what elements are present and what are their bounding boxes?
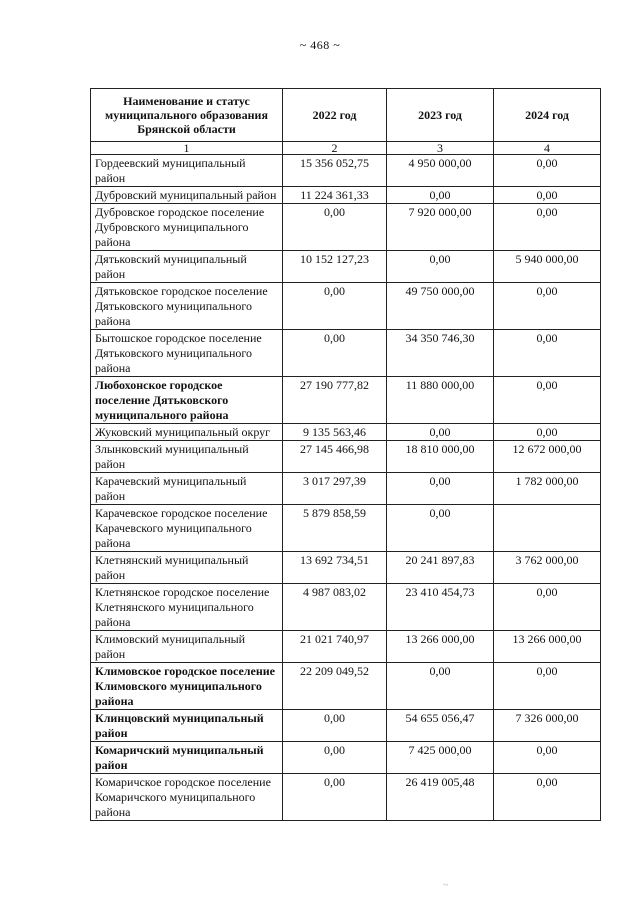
table-row: [91, 187, 601, 204]
value-2023: 7 920 000,00: [387, 204, 494, 251]
value-2024: 0,00: [494, 424, 601, 441]
table-row: [91, 505, 601, 552]
value-2023: 49 750 000,00: [387, 283, 494, 330]
subsidy-table: [90, 88, 601, 821]
value-2024: 1 782 000,00: [494, 473, 601, 505]
table-row: [91, 330, 601, 377]
municipality-name: Климовский муниципальный район: [91, 631, 283, 663]
footer-mark: ~: [443, 880, 449, 891]
value-2022: 15 356 052,75: [283, 155, 387, 187]
value-2022: 10 152 127,23: [283, 251, 387, 283]
value-2023: 26 419 005,48: [387, 774, 494, 821]
municipality-name: Карачевское городское поселение Карачевского муниципального района: [91, 505, 283, 552]
table-row: [91, 473, 601, 505]
value-2024: 0,00: [494, 155, 601, 187]
table-row: [91, 283, 601, 330]
municipality-name: Дубровский муниципальный район: [91, 187, 283, 204]
table-row: [91, 424, 601, 441]
value-2023: 4 950 000,00: [387, 155, 494, 187]
value-2024: 0,00: [494, 742, 601, 774]
value-2022: 21 021 740,97: [283, 631, 387, 663]
table-row: [91, 155, 601, 187]
municipality-name: Злынковский муниципальный район: [91, 441, 283, 473]
municipality-name: Дубровское городское поселение Дубровского муниципального района: [91, 204, 283, 251]
value-2022: 11 224 361,33: [283, 187, 387, 204]
value-2024: 5 940 000,00: [494, 251, 601, 283]
table-row: [91, 377, 601, 424]
table-row: [91, 663, 601, 710]
municipality-name: Клетнянское городское поселение Клетнянского муниципального района: [91, 584, 283, 631]
header-2022: 2022 год: [283, 89, 387, 142]
value-2022: 27 145 466,98: [283, 441, 387, 473]
page-number: ~ 468 ~: [299, 38, 341, 52]
value-2024: 0,00: [494, 283, 601, 330]
value-2022: 4 987 083,02: [283, 584, 387, 631]
value-2024: [494, 505, 601, 552]
header-2023: 2023 год: [387, 89, 494, 142]
column-number: 3: [387, 142, 494, 155]
table-row: [91, 441, 601, 473]
value-2024: 0,00: [494, 204, 601, 251]
table-row: [91, 251, 601, 283]
value-2022: 0,00: [283, 742, 387, 774]
table-row: [91, 584, 601, 631]
municipality-name: Дятьковский муниципальный район: [91, 251, 283, 283]
municipality-name: Бытошское городское поселение Дятьковского муниципального района: [91, 330, 283, 377]
value-2024: 0,00: [494, 330, 601, 377]
value-2023: 0,00: [387, 251, 494, 283]
value-2022: 5 879 858,59: [283, 505, 387, 552]
column-number: 2: [283, 142, 387, 155]
value-2022: 22 209 049,52: [283, 663, 387, 710]
value-2023: 54 655 056,47: [387, 710, 494, 742]
value-2023: 13 266 000,00: [387, 631, 494, 663]
value-2022: 0,00: [283, 283, 387, 330]
table-row: [91, 742, 601, 774]
value-2023: 7 425 000,00: [387, 742, 494, 774]
value-2024: 0,00: [494, 377, 601, 424]
table-row: [91, 631, 601, 663]
column-number-row: [91, 142, 601, 155]
value-2022: 3 017 297,39: [283, 473, 387, 505]
value-2023: 11 880 000,00: [387, 377, 494, 424]
value-2022: 13 692 734,51: [283, 552, 387, 584]
municipality-name: Комаричское городское поселение Комаричского муниципального района: [91, 774, 283, 821]
municipality-name: Клинцовский муниципальный район: [91, 710, 283, 742]
municipality-name: Клетнянский муниципальный район: [91, 552, 283, 584]
value-2023: 23 410 454,73: [387, 584, 494, 631]
column-number: 4: [494, 142, 601, 155]
value-2024: 0,00: [494, 584, 601, 631]
value-2024: 13 266 000,00: [494, 631, 601, 663]
table-row: [91, 774, 601, 821]
value-2022: 27 190 777,82: [283, 377, 387, 424]
municipality-name: Гордеевский муниципальный район: [91, 155, 283, 187]
value-2023: 0,00: [387, 424, 494, 441]
subsidy-table-container: [90, 88, 600, 821]
table-body: [91, 155, 601, 821]
value-2022: 0,00: [283, 330, 387, 377]
value-2023: 18 810 000,00: [387, 441, 494, 473]
municipality-name: Дятьковское городское поселение Дятьковского муниципального района: [91, 283, 283, 330]
table-row: [91, 204, 601, 251]
value-2022: 0,00: [283, 774, 387, 821]
value-2022: 0,00: [283, 204, 387, 251]
table-row: [91, 710, 601, 742]
header-2024: 2024 год: [494, 89, 601, 142]
value-2024: 12 672 000,00: [494, 441, 601, 473]
value-2024: 0,00: [494, 187, 601, 204]
header-name: Наименование и статус муниципального образования Брянской области: [91, 89, 283, 142]
value-2022: 9 135 563,46: [283, 424, 387, 441]
value-2023: 0,00: [387, 505, 494, 552]
municipality-name: Жуковский муниципальный округ: [91, 424, 283, 441]
municipality-name: Карачевский муниципальный район: [91, 473, 283, 505]
value-2023: 34 350 746,30: [387, 330, 494, 377]
municipality-name: Климовское городское поселение Климовского муниципального района: [91, 663, 283, 710]
value-2023: 0,00: [387, 473, 494, 505]
municipality-name: Любохонское городское поселение Дятьковского муниципального района: [91, 377, 283, 424]
value-2022: 0,00: [283, 710, 387, 742]
value-2024: 7 326 000,00: [494, 710, 601, 742]
table-row: [91, 552, 601, 584]
table-header-row: [91, 89, 601, 142]
value-2023: 0,00: [387, 663, 494, 710]
value-2024: 3 762 000,00: [494, 552, 601, 584]
municipality-name: Комаричский муниципальный район: [91, 742, 283, 774]
value-2023: 0,00: [387, 187, 494, 204]
column-number: 1: [91, 142, 283, 155]
value-2024: 0,00: [494, 774, 601, 821]
value-2024: 0,00: [494, 663, 601, 710]
value-2023: 20 241 897,83: [387, 552, 494, 584]
